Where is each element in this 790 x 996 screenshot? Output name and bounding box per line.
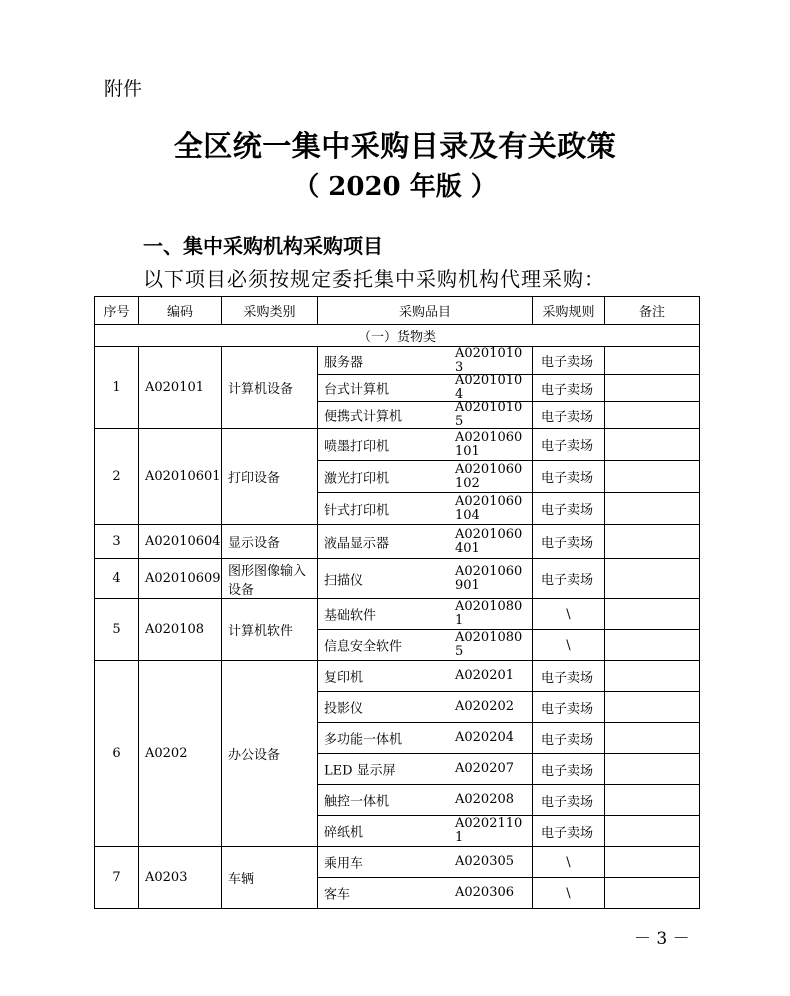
item-cell xyxy=(318,816,533,847)
item-cell xyxy=(318,493,533,525)
header-remark: 备注 xyxy=(605,297,700,325)
row-number: 5 xyxy=(95,599,139,661)
item-cell xyxy=(318,599,533,630)
procurement-rule: 电子卖场 xyxy=(533,429,605,461)
item-code: A02010105 xyxy=(455,400,523,429)
procurement-catalog-table xyxy=(94,296,700,909)
table-row xyxy=(95,559,700,599)
category-code: A020101 xyxy=(139,347,222,429)
item-name: 针式打印机 xyxy=(324,503,390,518)
item-cell xyxy=(318,461,533,493)
header-code: 编码 xyxy=(139,297,222,325)
category-name: 车辆 xyxy=(222,847,318,909)
header-rule: 采购规则 xyxy=(533,297,605,325)
procurement-rule: \ xyxy=(533,847,605,878)
item-name: LED 显示屏 xyxy=(324,763,396,779)
intro-text: 以下项目必须按规定委托集中采购机构代理采购： xyxy=(143,267,605,291)
procurement-rule: 电子卖场 xyxy=(533,525,605,559)
category-name: 显示设备 xyxy=(222,525,318,559)
item-name: 投影仪 xyxy=(324,701,364,717)
remark-cell xyxy=(605,525,700,559)
category-code: A02010604 xyxy=(139,525,222,559)
procurement-rule: 电子卖场 xyxy=(533,375,605,402)
remark-cell xyxy=(605,461,700,493)
remark-cell xyxy=(605,493,700,525)
document-subtitle: （ 2020 年版 ） xyxy=(293,172,497,202)
item-code: A020202 xyxy=(455,699,515,714)
remark-cell xyxy=(605,723,700,754)
row-number: 7 xyxy=(95,847,139,909)
row-number: 6 xyxy=(95,661,139,847)
item-cell xyxy=(318,375,533,402)
table-row xyxy=(95,525,700,559)
table-row xyxy=(95,847,700,878)
item-cell xyxy=(318,630,533,661)
row-number: 3 xyxy=(95,525,139,559)
table-row xyxy=(95,429,700,461)
section-heading: 一、集中采购机构采购项目 xyxy=(143,234,383,258)
item-code: A020204 xyxy=(455,730,515,745)
remark-cell xyxy=(605,661,700,692)
item-cell xyxy=(318,525,533,559)
procurement-rule: 电子卖场 xyxy=(533,723,605,754)
procurement-rule: 电子卖场 xyxy=(533,754,605,785)
row-number: 4 xyxy=(95,559,139,599)
category-code: A02010601 xyxy=(139,429,222,525)
item-code: A0201060102 xyxy=(455,461,523,491)
item-cell xyxy=(318,559,533,599)
item-code: A020306 xyxy=(455,885,515,900)
item-cell xyxy=(318,661,533,692)
page-number: － 3 － xyxy=(634,929,690,949)
item-cell xyxy=(318,429,533,461)
item-cell xyxy=(318,692,533,723)
procurement-rule: 电子卖场 xyxy=(533,816,605,847)
item-name: 碎纸机 xyxy=(324,825,364,841)
remark-cell xyxy=(605,816,700,847)
procurement-rule: \ xyxy=(533,630,605,661)
item-code: A020207 xyxy=(455,761,515,776)
row-number: 2 xyxy=(95,429,139,525)
remark-cell xyxy=(605,847,700,878)
remark-cell xyxy=(605,692,700,723)
procurement-rule: 电子卖场 xyxy=(533,692,605,723)
header-category: 采购类别 xyxy=(222,297,318,325)
table-row xyxy=(95,599,700,630)
item-name: 激光打印机 xyxy=(324,471,390,486)
item-cell xyxy=(318,402,533,429)
row-number: 1 xyxy=(95,347,139,429)
item-code: A02021101 xyxy=(455,816,523,845)
remark-cell xyxy=(605,402,700,429)
item-code: A0201060901 xyxy=(455,563,523,593)
item-code: A02010805 xyxy=(455,630,523,659)
remark-cell xyxy=(605,630,700,661)
category-row-label: （一）货物类 xyxy=(95,325,700,347)
item-cell xyxy=(318,785,533,816)
item-name: 喷墨打印机 xyxy=(324,439,390,454)
procurement-rule: 电子卖场 xyxy=(533,461,605,493)
item-code: A020305 xyxy=(455,854,515,869)
item-name: 多功能一体机 xyxy=(324,732,403,748)
category-code: A0203 xyxy=(139,847,222,909)
item-name: 乘用车 xyxy=(324,856,364,872)
document-title: 全区统一集中采购目录及有关政策 xyxy=(173,129,617,163)
item-code: A020208 xyxy=(455,792,515,807)
category-name: 计算机软件 xyxy=(222,599,318,661)
category-name: 办公设备 xyxy=(222,661,318,847)
remark-cell xyxy=(605,429,700,461)
remark-cell xyxy=(605,599,700,630)
item-name: 信息安全软件 xyxy=(324,639,403,655)
item-cell xyxy=(318,723,533,754)
table-row xyxy=(95,661,700,692)
procurement-rule: 电子卖场 xyxy=(533,493,605,525)
attachment-label: 附件 xyxy=(104,78,143,100)
table-row xyxy=(95,347,700,375)
item-name: 便携式计算机 xyxy=(324,409,403,425)
remark-cell xyxy=(605,375,700,402)
remark-cell xyxy=(605,785,700,816)
item-name: 客车 xyxy=(324,887,351,903)
header-no: 序号 xyxy=(95,297,139,325)
item-cell xyxy=(318,847,533,878)
procurement-rule: \ xyxy=(533,599,605,630)
item-name: 基础软件 xyxy=(324,608,377,624)
remark-cell xyxy=(605,878,700,909)
procurement-rule: \ xyxy=(533,878,605,909)
item-code: A0201060401 xyxy=(455,526,523,556)
procurement-rule: 电子卖场 xyxy=(533,661,605,692)
item-cell xyxy=(318,754,533,785)
category-code: A020108 xyxy=(139,599,222,661)
item-name: 扫描仪 xyxy=(324,573,364,588)
item-name: 复印机 xyxy=(324,670,364,686)
item-name: 触控一体机 xyxy=(324,794,390,810)
item-code: A02010104 xyxy=(455,373,523,402)
procurement-rule: 电子卖场 xyxy=(533,347,605,375)
item-name: 液晶显示器 xyxy=(324,536,390,551)
item-code: A0201060104 xyxy=(455,493,523,523)
category-name: 图形图像输入设备 xyxy=(222,559,318,599)
item-name: 服务器 xyxy=(324,355,364,370)
category-name: 打印设备 xyxy=(222,429,318,525)
item-code: A02010801 xyxy=(455,599,523,628)
procurement-rule: 电子卖场 xyxy=(533,559,605,599)
category-row xyxy=(95,325,700,347)
category-code: A02010609 xyxy=(139,559,222,599)
category-code: A0202 xyxy=(139,661,222,847)
item-cell xyxy=(318,878,533,909)
table-header-row xyxy=(95,297,700,325)
remark-cell xyxy=(605,347,700,375)
remark-cell xyxy=(605,754,700,785)
remark-cell xyxy=(605,559,700,599)
item-code: A020201 xyxy=(455,668,515,683)
item-name: 台式计算机 xyxy=(324,382,390,398)
category-name: 计算机设备 xyxy=(222,347,318,429)
procurement-rule: 电子卖场 xyxy=(533,785,605,816)
procurement-rule: 电子卖场 xyxy=(533,402,605,429)
table-body xyxy=(95,325,700,909)
item-code: A0201060101 xyxy=(455,429,523,459)
item-cell xyxy=(318,347,533,375)
item-code: A02010103 xyxy=(455,345,523,375)
header-item: 采购品目 xyxy=(318,297,533,325)
